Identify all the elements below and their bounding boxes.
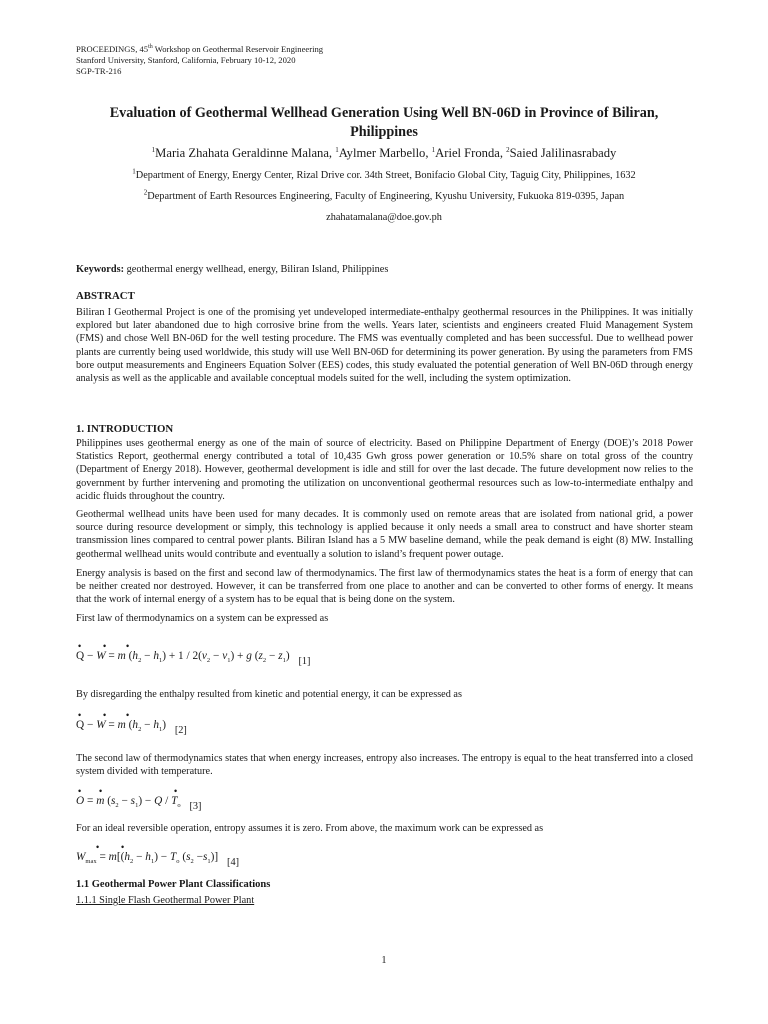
equation-number: [3] bbox=[189, 801, 202, 812]
equation-2: • • • Q − W = m $(h_2 - h_1)$ [2] bbox=[76, 710, 187, 736]
proceedings-line: PROCEEDINGS, 45th Workshop on Geothermal Reservoir Engineering bbox=[76, 44, 324, 54]
intro-paragraph-5: By disregarding the enthalpy resulted from kinetic and potential energy, it can be expressed as bbox=[76, 689, 462, 700]
equation-1: • • • Q − W = m $(h_2 - h_1) + 1 / 2(v_2 - v_1) + g$ $(z_2 - z_1)$ [1] bbox=[76, 641, 311, 667]
equation-3: • • • O = m $(s_2 - s_1) - Q / T_o$ [3] bbox=[76, 786, 202, 812]
affiliation-2: $^2$Department of Earth Resources Engineering, Faculty of Engineering, Kyushu University, Fukuoka 819-0395, Japan bbox=[143, 188, 625, 202]
equation-number: [1] bbox=[298, 656, 311, 667]
equation-number: [2] bbox=[174, 725, 187, 736]
keywords-text: geothermal energy wellhead, energy, Biliran Island, Philippines bbox=[124, 264, 389, 275]
paper-title: Evaluation of Geothermal Wellhead Generation Using Well BN-06D in Province of Biliran, Philippines bbox=[109, 105, 659, 140]
section-1-1-heading: 1.1 Geothermal Power Plant Classifications bbox=[76, 879, 271, 890]
report-code: SGP-TR-216 bbox=[76, 66, 122, 76]
intro-paragraph-2: Geothermal wellhead units have been used for many decades. It is commonly used on remote areas that are isolated from national grid, a power source during resource development or simply, this technology is applied because it only needs a small area to construct and have shorter steam transmission lines compared to central power plants. Biliran Island has a 5 MW baseline demand, while the peak demand is eight (8) MW. Installing geothermal wellhead units would contribute and eventually a solution to island’s frequent power outage. bbox=[76, 509, 693, 560]
proceedings-header bbox=[76, 44, 323, 77]
equation-number: [4] bbox=[227, 857, 240, 868]
intro-paragraph-1: Philippines uses geothermal energy as one of the main of source of electricity. Based on Philippine Department of Energy (DOE)’s 2018 Power Statistics Report, geothermal energy contributed a total of 10,435 Gwh gross power generation or 10.5% share on total gross of the country (Department of Energy 2018). However, geothermal development is idle and still for over the last decade. The future development now relies to the government by further intervening and promoting the utilization on unconventional geothermal resources such as low-to-intermediate enthalpy and acidic fluids throughout the country. bbox=[76, 438, 693, 502]
abstract-heading: ABSTRACT bbox=[76, 290, 135, 302]
intro-paragraph-7: For an ideal reversible operation, entropy assumes it is zero. From above, the maximum work can be expressed as bbox=[76, 823, 544, 834]
conference-location: Stanford University, Stanford, California, February 10-12, 2020 bbox=[76, 55, 296, 65]
affiliation-1: $^1$Department of Energy, Energy Center, Rizal Drive cor. 34th Street, Bonifacio Global City, Taguig City, Philippines, 1632 bbox=[132, 167, 636, 181]
author-list: $^1$Maria Zhahata Geraldinne Malana, $^1$Aylmer Marbello, $^1$Ariel Fronda, $^2$Saied Jalilinasrabady bbox=[151, 145, 617, 160]
section-1-1-1-heading: 1.1.1 Single Flash Geothermal Power Plant bbox=[76, 895, 255, 906]
page-number: 1 bbox=[381, 955, 387, 966]
author-name: Maria Zhahata Geraldinne Malana, bbox=[155, 146, 336, 160]
author-name: Aylmer Marbello, bbox=[338, 146, 432, 160]
equation-4: • • $W_{max} = m[(h_2 - h_1) - T_o$ $(s_2 -s_1)$] [4] bbox=[76, 842, 240, 868]
intro-paragraph-3: Energy analysis is based on the first and second law of thermodynamics. The first law of thermodynamics states the heat is a form of energy that can be neither created nor destroyed. However, it can be transferred from one place to another and can be converted to other forms of energy. It means that the work of internal energy of a system has to be equal that is being done on the system. bbox=[76, 568, 693, 606]
abstract-text: Biliran I Geothermal Project is one of the promising yet undeveloped intermediate-enthalpy geothermal resources in the Philippines. It was initially explored but later abandoned due to high corrosive brine from the wells. Years later, scientists and engineers created Fluid Management System (FMS) and chose Well BN-06D for the well testing procedure. The FMS was eventually completed and has been successful. Due to wellhead power plants are currently being used worldwide, this study will use Well BN-06D for determining its power generation. By using the parameters from FMS bore output measurements and Engineers Equation Solver (EES) codes, this study evaluated the potential generation of Well BN-06D through energy analysis as well as the applicable and available conceptual models suited for the well, including the system optimization. bbox=[76, 307, 693, 385]
author-name: Ariel Fronda, bbox=[435, 146, 507, 160]
contact-email: zhahatamalana@doe.gov.ph bbox=[326, 212, 442, 223]
intro-paragraph-4: First law of thermodynamics on a system can be expressed as bbox=[76, 613, 329, 624]
keywords bbox=[76, 264, 388, 275]
author-name: Saied Jalilinasrabady bbox=[509, 146, 617, 160]
introduction-heading: 1. INTRODUCTION bbox=[76, 423, 174, 435]
intro-paragraph-6: The second law of thermodynamics states that when energy increases, entropy also increases. The entropy is equal to the heat transferred into a closed system divided with temperature. bbox=[76, 753, 693, 778]
keywords-label: Keywords: bbox=[76, 264, 125, 275]
